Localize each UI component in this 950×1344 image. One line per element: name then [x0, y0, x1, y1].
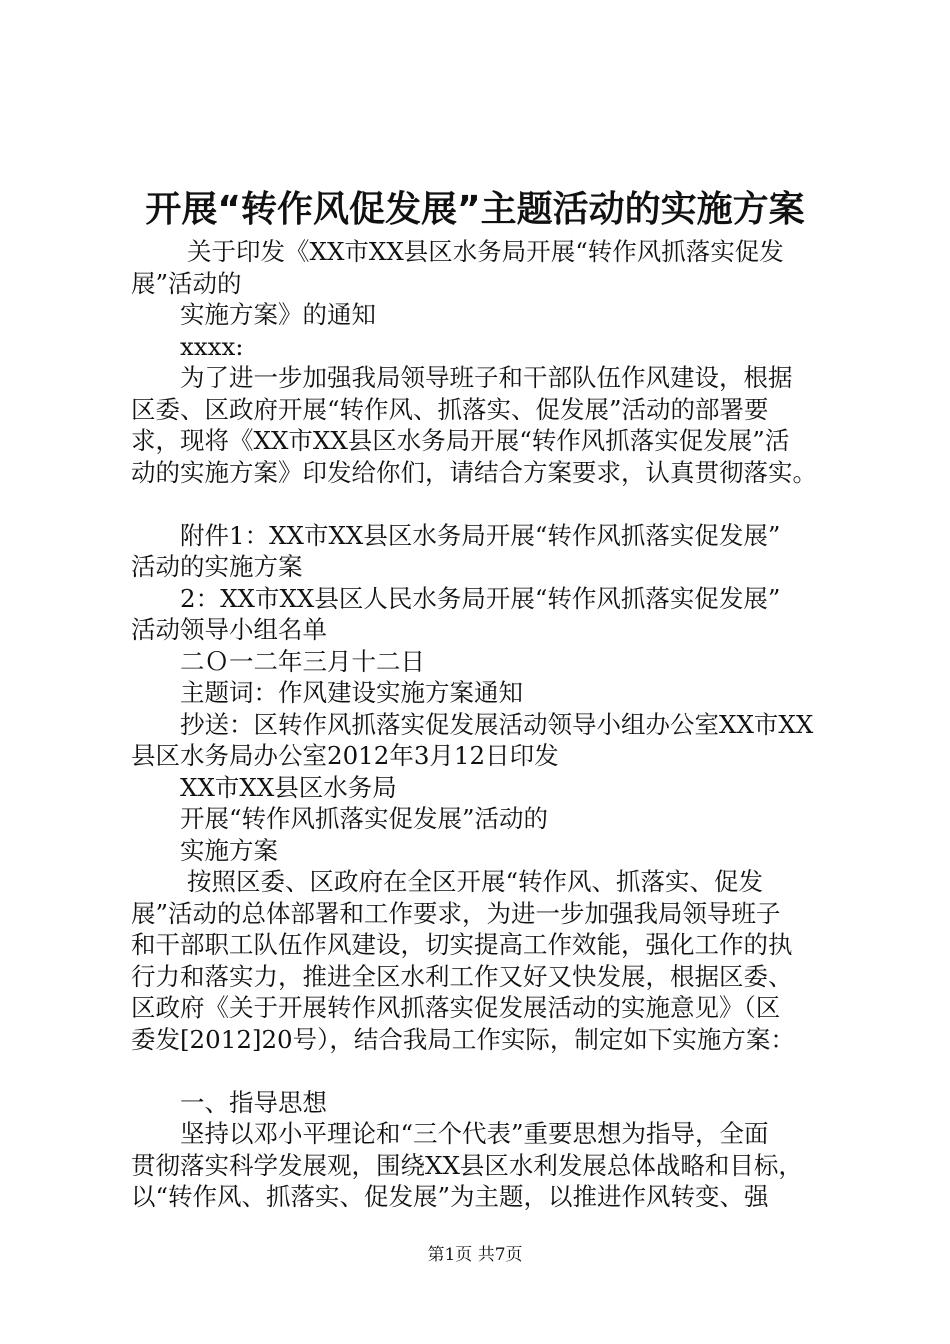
attachment-line: 附件1：XX市XX县区水务局开展“转作风抓落实促发展”	[180, 520, 781, 550]
plan-heading-line: 开展“转作风抓落实促发展”活动的	[180, 804, 549, 833]
attachment-line: 活动的实施方案	[131, 552, 303, 581]
notice-title-line-2: 展”活动的	[131, 268, 242, 298]
keywords-line: 主题词：作风建设实施方案通知	[180, 678, 523, 707]
cc-line: 县区水务局办公室2012年3月12日印发	[131, 741, 559, 770]
paragraph-line: 行力和落实力，推进全区水利工作又好又快发展，根据区委、	[131, 961, 793, 991]
document-title: 开展“转作风促发展”主题活动的实施方案	[145, 189, 805, 230]
addressee: xxxx:	[180, 331, 244, 361]
paragraph-line: 动的实施方案》印发给你们，请结合方案要求，认真贯彻落实。	[131, 457, 817, 487]
plan-heading-line: XX市XX县区水务局	[180, 772, 397, 802]
paragraph-line: 区政府《关于开展转作风抓落实促发展活动的实施意见》（区	[131, 993, 781, 1022]
attachment-line: 活动领导小组名单	[131, 615, 327, 644]
paragraph-line: 按照区委、区政府在全区开展“转作风、抓落实、促发	[187, 867, 764, 896]
page-number: 第1页 共7页	[427, 1245, 523, 1265]
paragraph-line: 区委、区政府开展“转作风、抓落实、促发展”活动的部署要	[131, 394, 769, 424]
paragraph-line: 贯彻落实科学发展观，围绕XX县区水利发展总体战略和目标，	[131, 1150, 803, 1180]
cc-line: 抄送：区转作风抓落实促发展活动领导小组办公室XX市XX	[180, 709, 814, 739]
paragraph-line: 展”活动的总体部署和工作要求，为进一步加强我局领导班子	[131, 898, 781, 928]
notice-title-line-1: 关于印发《XX市XX县区水务局开展“转作风抓落实促发	[187, 237, 784, 266]
paragraph-line: 坚持以邓小平理论和“三个代表”重要思想为指导，全面	[180, 1119, 769, 1148]
paragraph-line: 以“转作风、抓落实、促发展”为主题，以推进作风转变、强	[131, 1182, 769, 1211]
paragraph-line: 求，现将《XX市XX县区水务局开展“转作风抓落实促发展”活	[131, 426, 790, 455]
blank-line	[131, 1055, 831, 1087]
paragraph-line: 为了进一步加强我局领导班子和干部队伍作风建设，根据	[180, 363, 793, 392]
attachment-line: 2：XX市XX县区人民水务局开展“转作风抓落实促发展”	[180, 583, 781, 613]
section-heading: 一、指导思想	[180, 1087, 327, 1117]
notice-title-line-3: 实施方案》的通知	[180, 300, 376, 329]
paragraph-line: 委发[2012]20号），结合我局工作实际，制定如下实施方案：	[131, 1024, 795, 1054]
paragraph-line: 和干部职工队伍作风建设，切实提高工作效能，强化工作的执	[131, 930, 793, 959]
document-body	[131, 236, 831, 1213]
issue-date: 二Ｏ一二年三月十二日	[180, 646, 425, 676]
plan-heading-line: 实施方案	[180, 835, 278, 865]
blank-line	[131, 488, 831, 520]
